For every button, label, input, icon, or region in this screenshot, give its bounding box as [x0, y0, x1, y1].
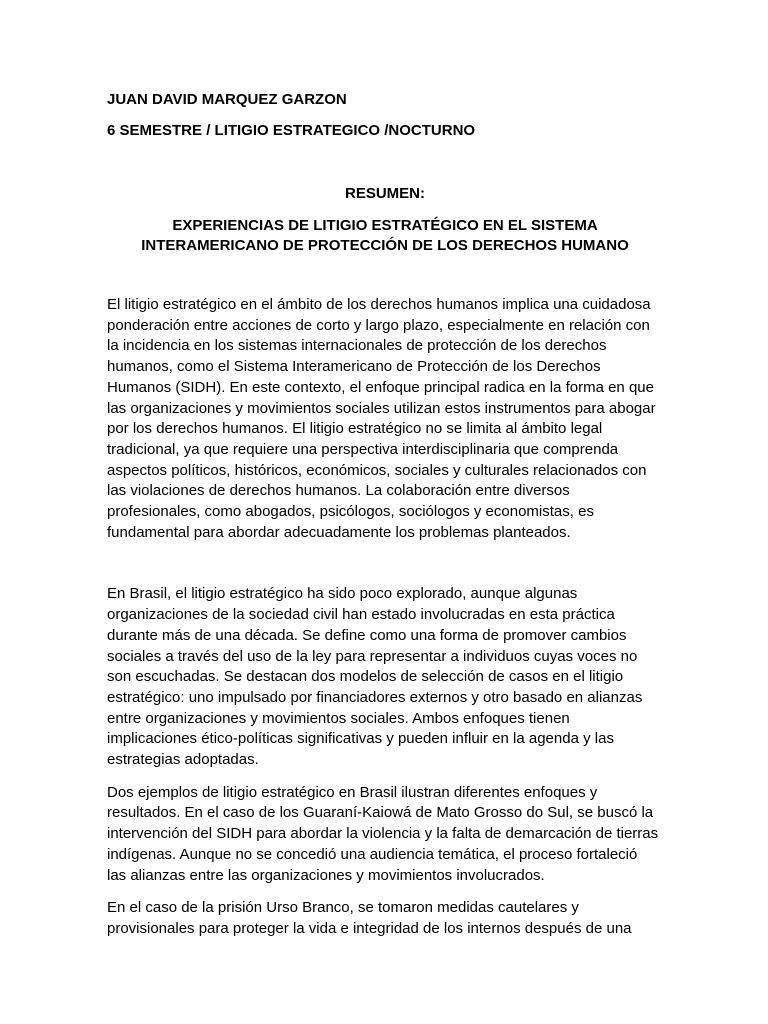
text-line: En Brasil, el litigio estratégico ha sido poco explorado, aunque algunas — [107, 585, 578, 603]
text-line: la incidencia en los sistemas internacionales de protección de los derechos — [107, 337, 607, 355]
text-line: profesionales, como abogados, psicólogos, sociólogos y economistas, es — [107, 503, 594, 521]
course-info: 6 SEMESTRE / LITIGIO ESTRATEGICO /NOCTURNO — [107, 122, 476, 139]
text-line: aspectos políticos, históricos, económicos, sociales y culturales relacionados con — [107, 461, 647, 479]
paragraph-urso-branco — [107, 898, 663, 939]
paragraph-examples — [107, 783, 663, 887]
text-line: En el caso de la prisión Urso Branco, se tomaron medidas cautelares y — [107, 899, 579, 917]
text-line: El litigio estratégico en el ámbito de los derechos humanos implica una cuidadosa — [107, 296, 651, 313]
text-line: provisionales para proteger la vida e integridad de los internos después de una — [107, 919, 632, 937]
author-name: JUAN DAVID MARQUEZ GARZON — [107, 91, 347, 108]
text-line: Humanos (SIDH). En este contexto, el enfoque principal radica en la forma en que — [107, 378, 654, 396]
text-line: organizaciones de la sociedad civil han estado involucradas en esta práctica — [107, 606, 615, 624]
text-line: las violaciones de derechos humanos. La colaboración entre diversos — [107, 482, 570, 500]
text-line: ponderación entre acciones de corto y largo plazo, especialmente en relación con — [107, 316, 650, 334]
document-body — [107, 90, 663, 940]
text-line: resultados. En el caso de los Guaraní-Kaiowá de Mato Grosso do Sul, se buscó la — [107, 804, 654, 822]
paragraph-brasil — [107, 584, 663, 770]
document-title — [107, 216, 663, 256]
text-line: sociales a través del uso de la ley para representar a individuos cuyas voces no — [107, 647, 638, 665]
text-line: humanos, como el Sistema Interamericano de Protección de los Derechos — [107, 358, 601, 376]
text-line: intervención del SIDH para abordar la violencia y la falta de demarcación de tierras — [107, 825, 659, 843]
text-line: estrategias adoptadas. — [107, 751, 259, 769]
text-line: indígenas. Aunque no se concedió una audiencia temática, el proceso fortaleció — [107, 845, 638, 863]
text-line: estratégico: uno impulsado por financiadores externos y otro basado en alianzas — [107, 688, 643, 706]
text-line: Dos ejemplos de litigio estratégico en Brasil ilustran diferentes enfoques y — [107, 783, 598, 801]
text-line: entre organizaciones y movimientos sociales. Ambos enfoques tienen — [107, 709, 570, 727]
text-line: las organizaciones y movimientos sociales utilizan estos instrumentos para abogar — [107, 399, 656, 417]
text-line: las alianzas entre las organizaciones y movimientos involucrados. — [107, 866, 545, 884]
text-line: por los derechos humanos. El litigio estratégico no se limita al ámbito legal — [107, 420, 603, 438]
text-line: implicaciones ético-políticas significativas y pueden influir en la agenda y las — [107, 730, 614, 748]
paragraph-intro — [107, 295, 663, 543]
text-line: son escuchadas. Se destacan dos modelos de selección de casos en el litigio — [107, 668, 624, 686]
text-line: durante más de una década. Se define como una forma de promover cambios — [107, 626, 627, 644]
title-line: EXPERIENCIAS DE LITIGIO ESTRATÉGICO EN EL SISTEMA — [172, 217, 598, 234]
title-line: INTERAMERICANO DE PROTECCIÓN DE LOS DERECHOS HUMANO — [141, 237, 629, 254]
text-line: fundamental para abordar adecuadamente los problemas planteados. — [107, 523, 571, 541]
summary-heading: RESUMEN: — [344, 185, 425, 202]
text-line: tradicional, ya que requiere una perspectiva interdisciplinaria que comprenda — [107, 440, 619, 458]
